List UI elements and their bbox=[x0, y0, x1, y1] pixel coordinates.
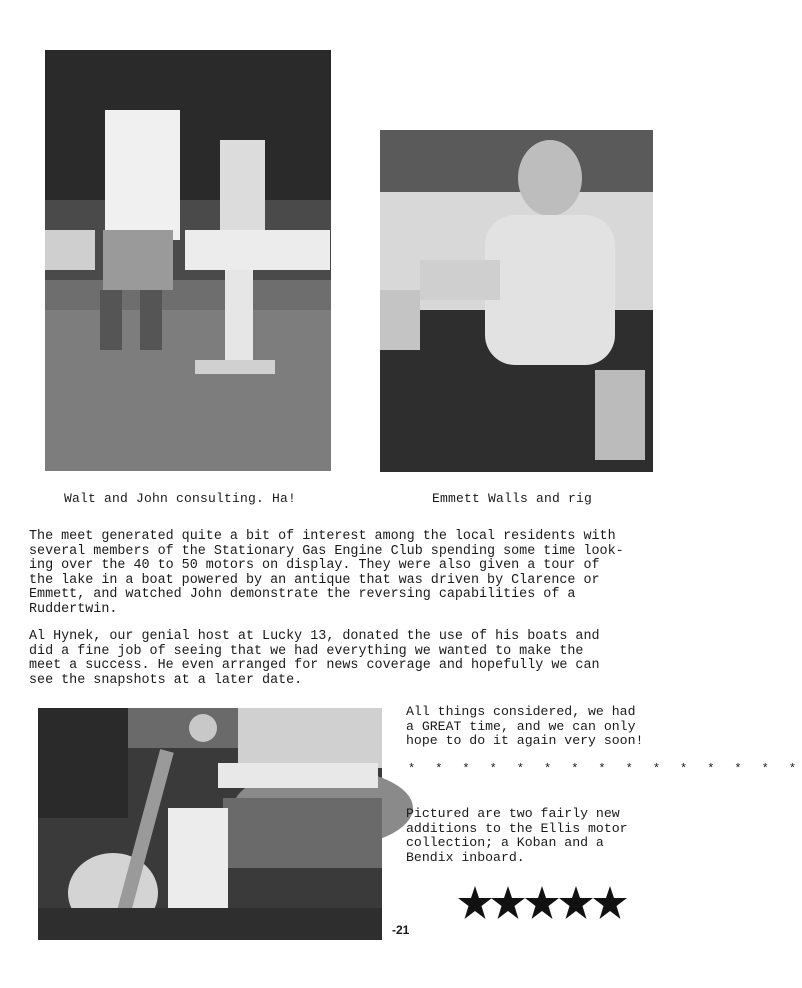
closing-line: hope to do it again very soon! bbox=[406, 733, 644, 749]
paragraph-line: meet a success. He even arranged for news coverage and hopefully we can bbox=[29, 658, 600, 674]
star-icon bbox=[491, 886, 525, 919]
page-number: -21 bbox=[392, 923, 410, 937]
pictured-line: Bendix inboard. bbox=[406, 849, 525, 865]
paragraph-line: Emmett, and watched John demonstrate the reversing capabilities of a bbox=[29, 587, 576, 603]
paragraph-line: The meet generated quite a bit of interest among the local residents with bbox=[29, 529, 616, 544]
pictured-line: additions to the Ellis motor bbox=[406, 820, 628, 836]
closing-remarks bbox=[406, 705, 643, 749]
photo-koban-bendix-motors bbox=[38, 708, 382, 940]
star-icon bbox=[593, 886, 627, 919]
photo-emmett-walls bbox=[380, 130, 653, 472]
decorative-stars bbox=[458, 885, 628, 921]
pictured-line: Pictured are two fairly new bbox=[406, 806, 620, 821]
paragraph-line: ing over the 40 to 50 motors on display. They were also given a tour of bbox=[29, 558, 600, 574]
paragraph-line: Ruddertwin. bbox=[29, 601, 118, 617]
paragraph-line: did a fine job of seeing that we had everything we wanted to make the bbox=[29, 643, 584, 659]
star-divider: * * * * * * * * * * * * * * * bbox=[408, 762, 802, 776]
paragraph-line: see the snapshots at a later date. bbox=[29, 672, 303, 688]
photo-walt-and-john bbox=[45, 50, 331, 471]
paragraph-line: the lake in a boat powered by an antique that was driven by Clarence or bbox=[29, 572, 600, 588]
closing-line: All things considered, we had bbox=[406, 704, 636, 719]
pictured-caption bbox=[406, 807, 628, 865]
star-icon bbox=[525, 886, 559, 919]
paragraph-line: Al Hynek, our genial host at Lucky 13, donated the use of his boats and bbox=[29, 629, 600, 644]
photo-caption-right: Emmett Walls and rig bbox=[432, 491, 593, 506]
paragraph-line: several members of the Stationary Gas Engine Club spending some time look- bbox=[29, 543, 624, 559]
paragraph-al-hynek bbox=[29, 630, 600, 688]
pictured-line: collection; a Koban and a bbox=[406, 835, 604, 851]
photo-caption-left: Walt and John consulting. Ha! bbox=[64, 491, 297, 506]
star-icon bbox=[458, 886, 492, 919]
paragraph-meet-interest bbox=[29, 530, 624, 618]
star-icon bbox=[559, 886, 593, 919]
closing-line: a GREAT time, and we can only bbox=[406, 718, 636, 734]
